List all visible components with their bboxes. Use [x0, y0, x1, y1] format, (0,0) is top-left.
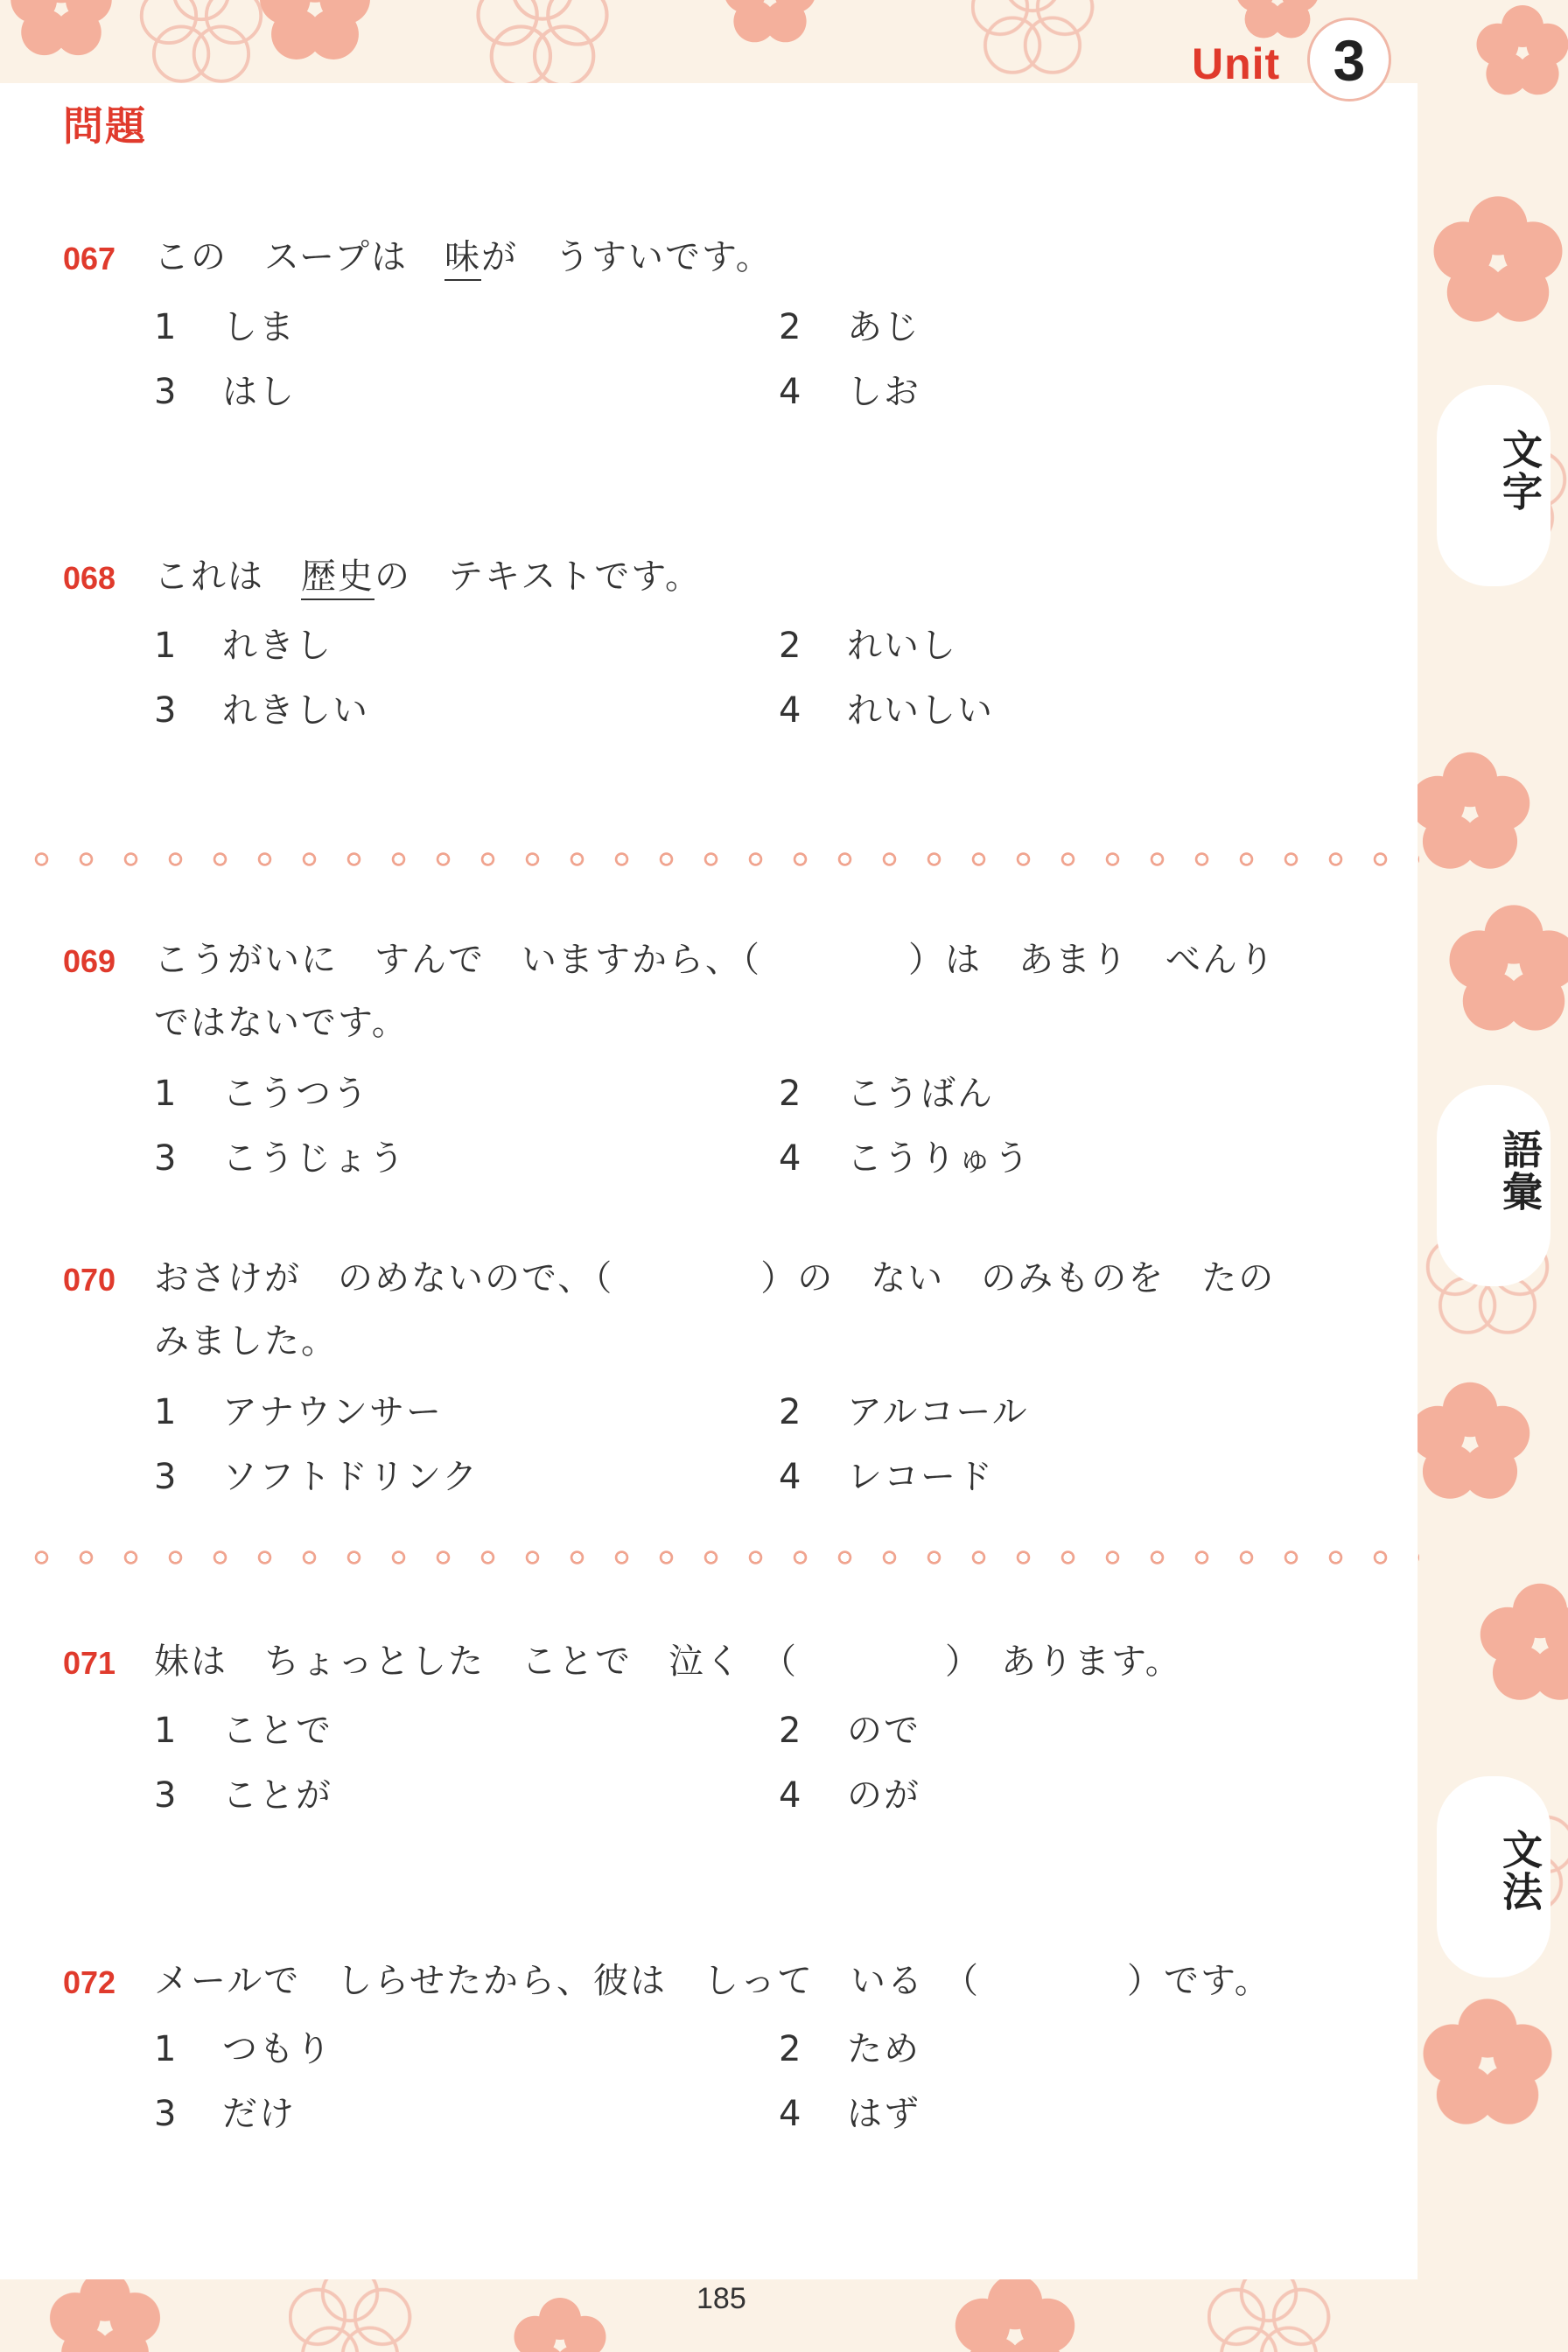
answer-option[interactable]: 3 こうじょう [154, 1138, 406, 1179]
answer-option[interactable]: 4 れいしい [779, 690, 994, 731]
answer-option[interactable]: 1 アナウンサー [154, 1392, 443, 1432]
answer-option[interactable]: 3 ソフトドリンク [154, 1457, 480, 1497]
side-tab-goi[interactable]: 語彙 [1496, 1129, 1544, 1213]
question-text: 妹は ちょっとした ことで 泣く （ ） あります。 [154, 1642, 1182, 1682]
question-number: 067 [63, 241, 116, 276]
answer-option[interactable]: 4 こうりゅう [779, 1138, 1031, 1179]
question-number: 072 [63, 1964, 116, 2000]
answer-option[interactable]: 2 れいし [779, 626, 957, 666]
side-tab-moji[interactable]: 文字 [1496, 429, 1544, 513]
question-number: 068 [63, 560, 116, 596]
answer-option[interactable]: 2 あじ [779, 307, 920, 347]
underlined-word: 味 [444, 237, 481, 281]
page-number: 185 [696, 2282, 746, 2315]
answer-option[interactable]: 1 しま [154, 307, 296, 347]
section-title: 問題 [63, 102, 147, 150]
answer-option[interactable]: 1 れきし [154, 626, 332, 666]
underlined-word: 歴史 [301, 556, 374, 600]
answer-option[interactable]: 3 だけ [154, 2094, 296, 2134]
answer-option[interactable]: 2 こうばん [779, 1074, 994, 1114]
answer-option[interactable]: 4 しお [779, 372, 920, 412]
answer-option[interactable]: 2 アルコール [779, 1392, 1029, 1432]
section-divider [19, 850, 1419, 868]
question-text: これは 歴史の テキストです。 [154, 545, 1379, 608]
answer-option[interactable]: 3 はし [154, 372, 296, 412]
answer-option[interactable]: 3 れきしい [154, 690, 369, 731]
question-text: メールで しらせたから、彼は しって いる （ ）です。 [154, 1961, 1271, 2001]
question-number: 069 [63, 943, 116, 979]
answer-option[interactable]: 4 レコード [779, 1457, 994, 1497]
answer-option[interactable]: 1 つもり [154, 2029, 332, 2069]
question-text: この スープは 味が うすいです。 [154, 226, 1379, 289]
answer-option[interactable]: 2 ので [779, 1711, 920, 1751]
answer-option[interactable]: 4 はず [779, 2094, 920, 2134]
section-divider [19, 1549, 1419, 1566]
question-number: 070 [63, 1262, 116, 1298]
question-text: おさけが のめないので、（ ）の ない のみものを たの みました。 [154, 1258, 1276, 1362]
question-text: こうがいに すんで いますから、（ ）は あまり べんり ではないです。 [154, 940, 1276, 1043]
answer-option[interactable]: 2 ため [779, 2029, 920, 2069]
unit-label: Unit [1192, 39, 1281, 88]
answer-option[interactable]: 3 ことが [154, 1775, 332, 1816]
question-number: 071 [63, 1645, 116, 1681]
answer-option[interactable]: 1 こうつう [154, 1074, 369, 1114]
unit-number: 3 [1307, 18, 1391, 102]
answer-option[interactable]: 1 ことで [154, 1711, 332, 1751]
answer-option[interactable]: 4 のが [779, 1775, 920, 1816]
side-tab-bunpo[interactable]: 文法 [1496, 1829, 1544, 1913]
